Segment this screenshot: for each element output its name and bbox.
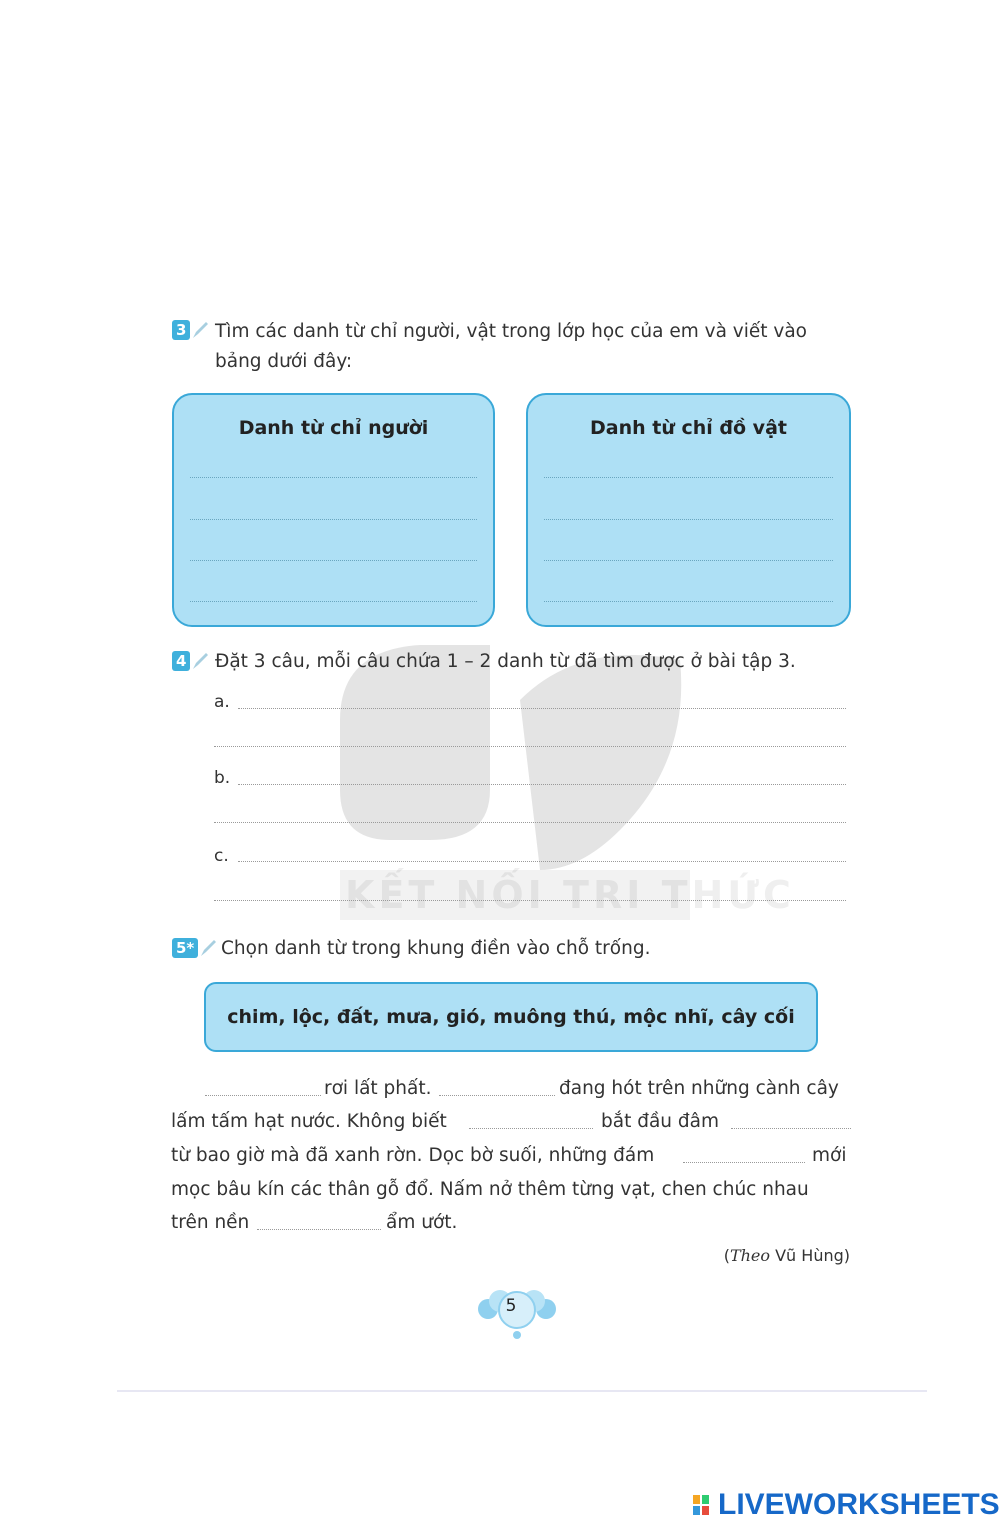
sentence-c-label: c. [214,846,229,866]
exercise-4-badge [172,650,209,672]
answer-line[interactable] [190,477,477,478]
fill-blank-3[interactable] [469,1114,593,1129]
paragraph-line-2 [171,1107,851,1137]
exercise-3-number: 3 [172,320,190,340]
paragraph-line-1 [171,1074,851,1104]
object-nouns-box [526,393,851,627]
watermark-text: KẾT NỐI TRI THỨC [345,873,795,917]
exercise-5-instruction: Chọn danh từ trong khung điền vào chỗ trống. [221,938,651,959]
pencil-icon [199,938,217,958]
exercise-5-number: 5* [172,938,198,958]
paragraph-text: lấm tấm hạt nước. Không biết [171,1111,447,1132]
word-bank-box [204,982,818,1052]
exercise-4-instruction: Đặt 3 câu, mỗi câu chứa 1 – 2 danh từ đã tìm được ở bài tập 3. [215,651,796,672]
paragraph-line-3 [171,1141,851,1171]
exercise-3-instruction-line2: bảng dưới đây: [215,351,353,372]
footer-divider [117,1390,927,1392]
exercise-3-instruction-line1: Tìm các danh từ chỉ người, vật trong lớp học của em và viết vào [215,321,807,342]
sentence-b-line2[interactable] [214,822,846,823]
exercise-4-number: 4 [172,651,190,671]
paragraph-text: trên nền [171,1212,250,1233]
source-theo: Theo [729,1246,771,1265]
answer-line[interactable] [544,477,833,478]
object-nouns-title: Danh từ chỉ đồ vật [590,417,787,439]
answer-line[interactable] [190,601,477,602]
source-paren: ( [723,1246,730,1265]
exercise-3-badge [172,319,209,341]
pencil-icon [191,651,209,671]
word-bank-text: chim, lộc, đất, mưa, gió, muông thú, mộc nhĩ, cây cối [227,1006,795,1028]
brand-name: LIVEWORKSHEETS [718,1488,1000,1521]
paragraph-line-4 [171,1175,851,1205]
fill-blank-6[interactable] [257,1215,381,1230]
sentence-b-label: b. [214,768,231,788]
paragraph-text: mọc bâu kín các thân gỗ đổ. Nấm nở thêm từng vạt, chen chúc nhau [171,1179,809,1200]
liveworksheets-logo-icon [692,1493,718,1517]
answer-line[interactable] [190,560,477,561]
answer-line[interactable] [190,519,477,520]
exercise-5-badge [172,937,217,959]
answer-line[interactable] [544,560,833,561]
source-citation [724,1246,850,1265]
sentence-a-line1[interactable] [238,708,846,709]
paragraph-text: mới [812,1145,847,1166]
sentence-b-line1[interactable] [238,784,846,785]
answer-line[interactable] [544,519,833,520]
fill-blank-5[interactable] [683,1148,805,1163]
paragraph-text: rơi lất phất. [324,1078,432,1099]
people-nouns-box [172,393,495,627]
paragraph-text: đang hót trên những cành cây [559,1078,839,1099]
liveworksheets-logo [692,1488,1000,1522]
pencil-icon [191,320,209,340]
source-author: Vũ Hùng) [775,1246,850,1265]
paragraph-text: ẩm ướt. [386,1212,458,1233]
paragraph-line-5 [171,1208,851,1238]
sentence-a-line2[interactable] [214,746,846,747]
page-number: 5 [505,1296,517,1316]
sentence-c-line1[interactable] [238,861,846,862]
fill-blank-4[interactable] [731,1114,851,1129]
paragraph-text: bắt đầu đâm [601,1111,720,1132]
sentence-a-label: a. [214,692,230,712]
answer-line[interactable] [544,601,833,602]
people-nouns-title: Danh từ chỉ người [238,417,429,439]
paragraph-text: từ bao giờ mà đã xanh rờn. Dọc bờ suối, những đám [171,1145,655,1166]
fill-blank-1[interactable] [205,1081,321,1096]
page-number-badge [472,1283,562,1343]
sentence-c-line2[interactable] [214,900,846,901]
fill-blank-2[interactable] [439,1081,555,1096]
